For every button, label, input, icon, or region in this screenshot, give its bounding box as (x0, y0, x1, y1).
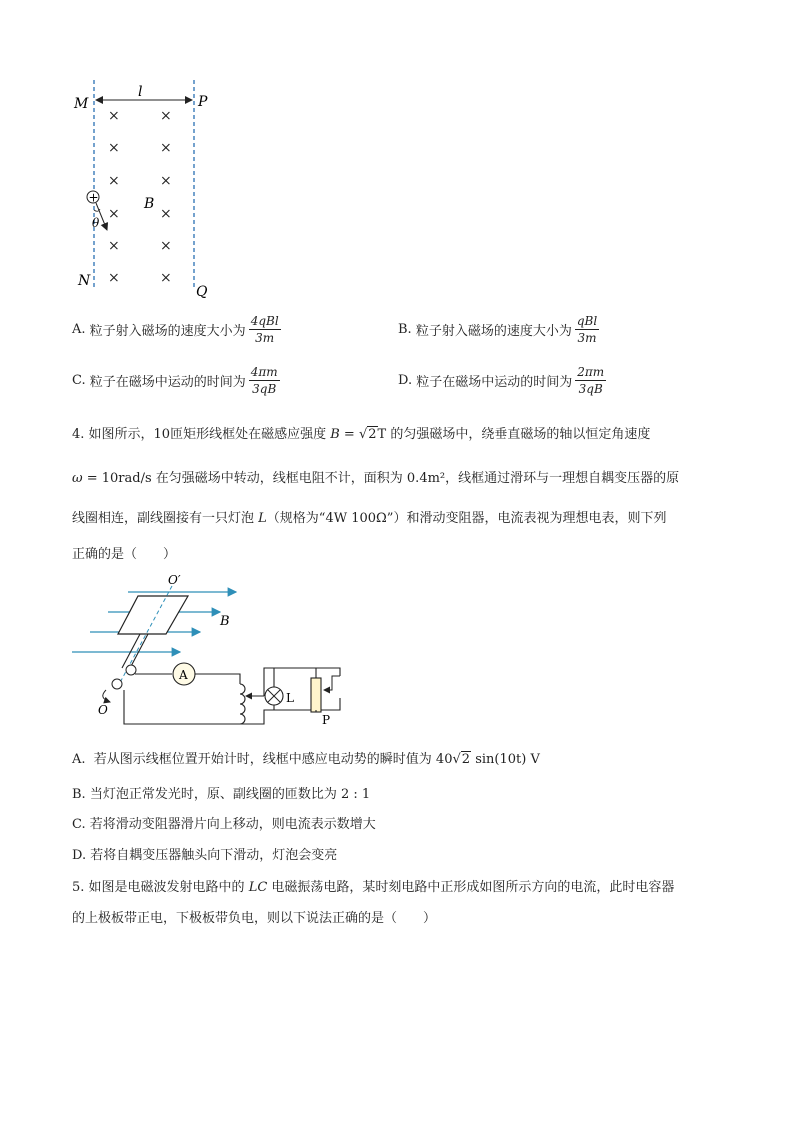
option-a[interactable] (72, 314, 281, 345)
plus-sign: + (88, 190, 99, 205)
cross: × (160, 140, 172, 156)
option-a-text: 粒子射入磁场的速度大小为 (89, 324, 246, 339)
q4-text: （规格为“4W 100Ω”）和滑动变阻器，电流表视为理想电表，则下列 (266, 511, 667, 526)
q5-lc-symbol: LC (248, 880, 268, 895)
q5-text: 电磁振荡电路，某时刻电路中正形成如图所示方向的电流，此时电容器 (271, 880, 675, 895)
option-a-fraction (249, 314, 281, 345)
q4-line-3 (72, 510, 666, 528)
label-theta: θ (92, 216, 100, 230)
label-n: N (78, 273, 91, 289)
cross: × (108, 206, 120, 222)
q4-l-symbol: L (258, 511, 267, 526)
q5-line-1 (72, 879, 674, 897)
cross: × (108, 270, 120, 286)
option-b-numerator: qBl (576, 314, 598, 328)
option-d-fraction (575, 365, 606, 396)
option-a-denominator: 3m (255, 331, 275, 345)
q4-text: = 10rad/s 在匀强磁场中转动，线框电阻不计，面积为 0.4m²，线框通过滑环与一理想自耦变压器的原 (82, 471, 680, 486)
cross: × (160, 173, 172, 189)
option-d-text: 粒子在磁场中运动的时间为 (416, 375, 573, 390)
q4-option-a-prefix: A. (72, 752, 86, 767)
q4-option-c[interactable]: C. 若将滑动变阻器滑片向上移动，则电流表示数增大 (72, 817, 376, 832)
q4-b-symbol: B (330, 427, 340, 442)
cross: × (108, 173, 120, 189)
option-c-numerator: 4πm (250, 365, 278, 379)
q4-sqrt-value: 2 (368, 427, 377, 442)
cross: × (160, 206, 172, 222)
q4-text: T 的匀强磁场中，绕垂直磁场的轴以恒定角速度 (377, 427, 651, 442)
wire-bottom (124, 690, 240, 724)
cross: × (108, 108, 120, 124)
label-m: M (74, 96, 89, 112)
option-c-text: 粒子在磁场中运动的时间为 (89, 375, 246, 390)
q4-equals: = (339, 427, 359, 442)
slip-ring (112, 679, 122, 689)
q4-line-2 (72, 470, 679, 488)
q4-option-d[interactable]: D. 若将自耦变压器触头向下滑动，灯泡会变亮 (72, 848, 338, 863)
option-d-denominator: 3qB (578, 382, 603, 396)
label-o-prime: O′ (168, 573, 181, 587)
q4-option-a[interactable]: A. 若从图示线框位置开始计时，线框中感应电动势的瞬时值为 40√2 sin(10t) V (72, 752, 540, 767)
cross: × (108, 140, 120, 156)
q4-line-1: 4. 如图所示，10匝矩形线框处在磁感应强度 B = √2T 的匀强磁场中，绕垂直磁场的轴以恒定角速度 (72, 427, 651, 442)
label-b: B (144, 196, 155, 212)
option-a-prefix: A. (72, 322, 86, 337)
option-b[interactable] (398, 314, 599, 345)
q4-option-a-text: 若从图示线框位置开始计时，线框中感应电动势的瞬时值为 40 (93, 752, 453, 767)
q4-text: 线圈相连，副线圈接有一只灯泡 (72, 511, 255, 526)
option-d-prefix: D. (398, 373, 413, 388)
q4-option-a-sqrt: 2 (461, 752, 471, 767)
q4-option-b[interactable]: B. 当灯泡正常发光时，原、副线圈的匝数比为 2 : 1 (72, 787, 371, 802)
cross: × (160, 108, 172, 124)
option-b-prefix: B. (398, 322, 412, 337)
rheostat-label: P (322, 713, 331, 727)
q4-line-4: 正确的是（ ） (72, 547, 177, 562)
q5-text: 5. 如图是电磁波发射电路中的 (72, 880, 245, 895)
option-b-denominator: 3m (577, 331, 597, 345)
option-c-denominator: 3qB (252, 382, 277, 396)
q4-omega-symbol: ω (72, 471, 83, 486)
label-q: Q (196, 284, 208, 300)
label-l: l (138, 84, 143, 100)
ammeter-label: A (179, 668, 188, 682)
autotransformer-coil (240, 684, 245, 724)
q5-line-2: 的上极板带正电，下极板带负电，则以下说法正确的是（ ） (72, 911, 437, 926)
slip-ring (126, 665, 136, 675)
option-c-prefix: C. (72, 373, 86, 388)
field-crosses (108, 108, 172, 286)
rectangular-coil (118, 596, 188, 634)
cross: × (160, 238, 172, 254)
cross: × (160, 270, 172, 286)
option-d[interactable] (398, 365, 606, 396)
transformer-circuit-figure (68, 572, 368, 732)
q4-text: 4. 如图所示，10匝矩形线框处在磁感应强度 (72, 427, 327, 442)
option-a-numerator: 4qBl (250, 314, 279, 328)
option-c[interactable] (72, 365, 280, 396)
q4-option-a-tail: sin(10t) V (471, 752, 540, 767)
label-b-field: B (220, 614, 230, 629)
rotation-arrow (103, 690, 110, 702)
wire-top-2 (195, 674, 240, 684)
cross: × (108, 238, 120, 254)
option-d-numerator: 2πm (577, 365, 605, 379)
magnetic-field-figure (70, 80, 230, 300)
option-c-fraction (249, 365, 280, 396)
option-b-fraction (575, 314, 599, 345)
option-b-text: 粒子射入磁场的速度大小为 (415, 324, 572, 339)
label-o: O (98, 703, 108, 717)
lamp-label: L (286, 691, 294, 705)
rheostat-slider (324, 676, 340, 690)
rheostat (311, 678, 321, 712)
label-p: P (198, 94, 208, 110)
